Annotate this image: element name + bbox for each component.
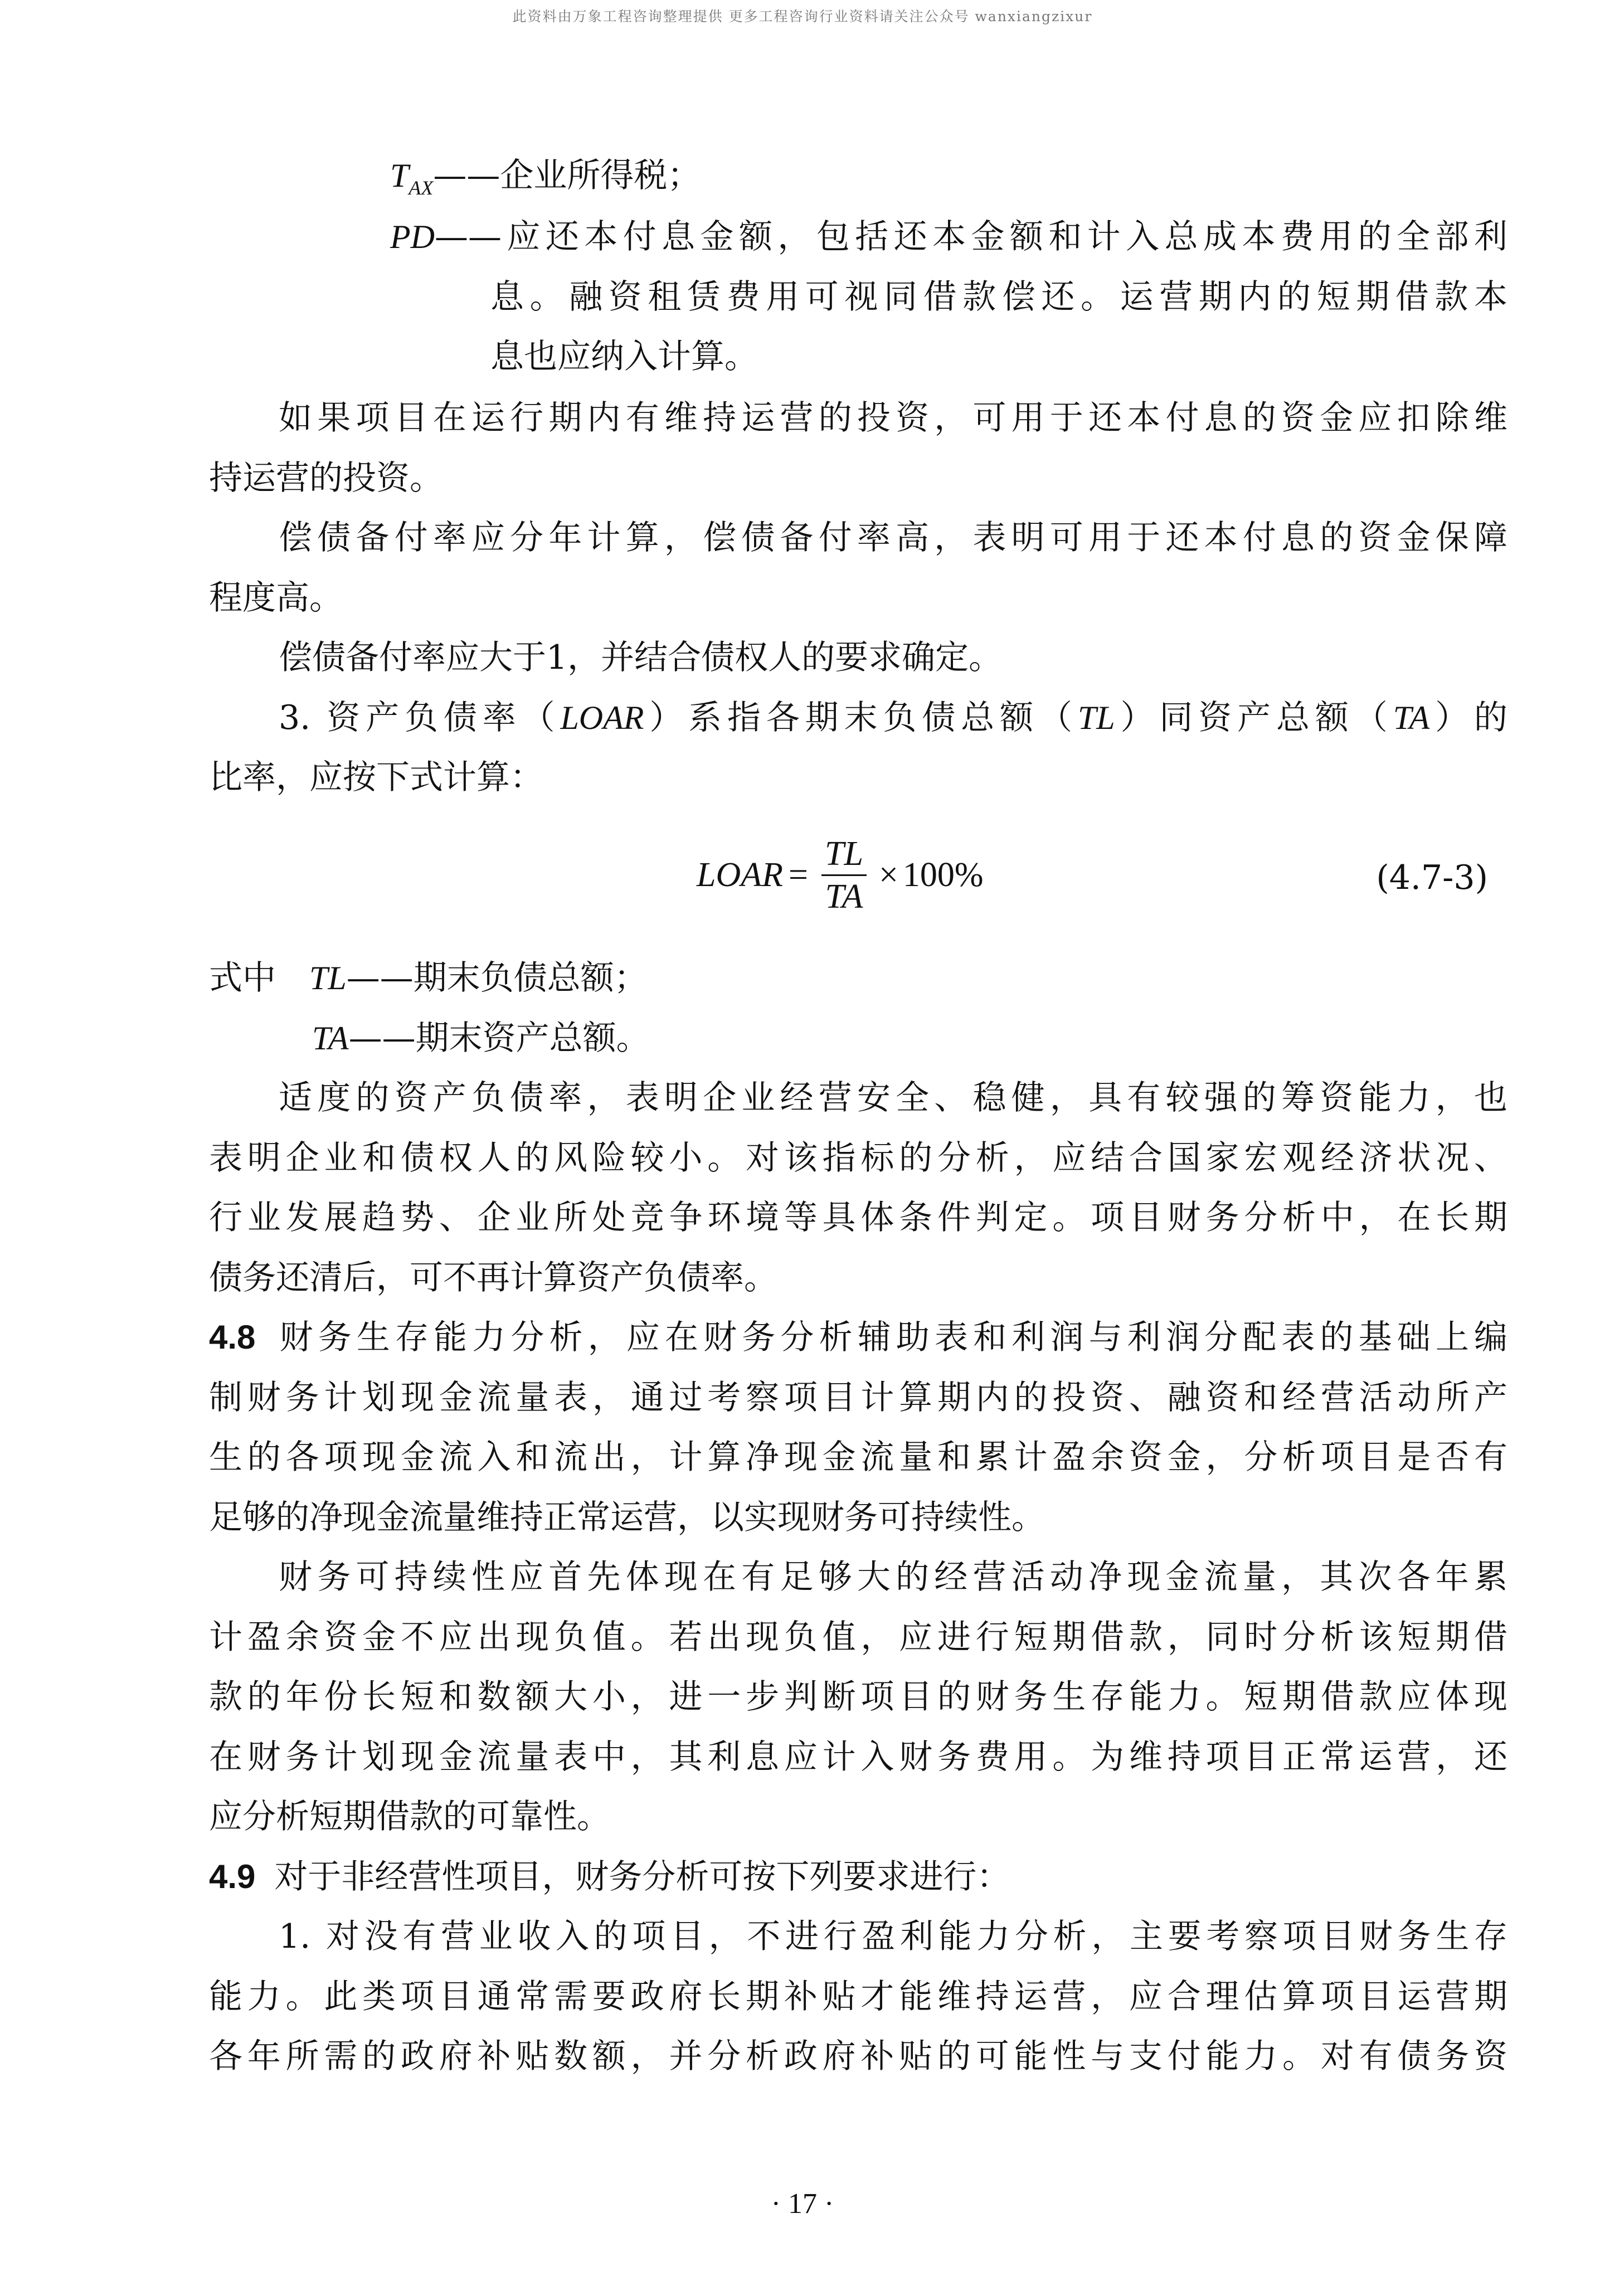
- section-4-9-text-1: 对于非经营性项目，财务分析可按下列要求进行：: [274, 1857, 1010, 1896]
- para-6-line-4: 在财务计划现金流量表中，其利息应计入财务费用。为维持项目正常运营，还: [209, 1738, 1507, 1777]
- section-number-4-9: 4.9: [209, 1858, 256, 1895]
- def-pd-line-1: [390, 215, 1507, 259]
- def-ta-symbol: TA: [312, 1020, 349, 1057]
- para-4-text-a: 3. 资产负债率（: [279, 698, 561, 737]
- def-pd-line-2: 息。融资租赁费用可视同借款偿还。运营期内的短期借款本: [490, 278, 1507, 317]
- def-tax: [390, 153, 701, 210]
- para-4-text-c: ）同资产总额（: [1115, 698, 1393, 737]
- para-7-line-2: 能力。此类项目通常需要政府长期补贴才能维持运营，应合理估算项目运营期: [209, 1977, 1507, 2016]
- ta-symbol: TA: [1393, 699, 1430, 736]
- para-4-text-d: ）的: [1429, 698, 1508, 737]
- tax-description: ——企业所得税；: [433, 156, 701, 195]
- section-4-8-line-2: 制财务计划现金流量表，通过考察项目计算期内的投资、融资和经营活动所产: [209, 1378, 1507, 1417]
- tl-symbol: TL: [1077, 699, 1115, 736]
- para-2-line-1: 偿债备付率应分年计算，偿债备付率高，表明可用于还本付息的资金保障: [279, 518, 1507, 557]
- formula-equals: =: [789, 855, 808, 894]
- defs-label: 式中: [209, 959, 276, 998]
- def-ta: [312, 1016, 1605, 1061]
- para-6-line-2: 计盈余资金不应出现负值。若出现负值，应进行短期借款，同时分析该短期借: [209, 1618, 1507, 1657]
- para-4-line-1: [279, 695, 1507, 740]
- tax-symbol: T: [390, 157, 409, 194]
- formula-fraction: [821, 834, 867, 916]
- pd-description-1: ——应还本付息金额，包括还本金额和计入总成本费用的全部利: [434, 217, 1507, 256]
- section-4-8-line-1: [209, 1315, 1507, 1360]
- def-pd-line-3: 息也应纳入计算。: [490, 337, 758, 376]
- para-6-line-3: 款的年份长短和数额大小，进一步判断项目的财务生存能力。短期借款应体现: [209, 1677, 1507, 1716]
- para-6-line-1: 财务可持续性应首先体现在有足够大的经营活动净现金流量，其次各年累: [279, 1558, 1507, 1597]
- para-2-line-2: 程度高。: [209, 578, 343, 617]
- para-5-line-3: 行业发展趋势、企业所处竞争环境等具体条件判定。项目财务分析中，在长期: [209, 1198, 1507, 1237]
- section-4-8-line-4: 足够的净现金流量维持正常运营，以实现财务可持续性。: [209, 1498, 1045, 1537]
- para-5-line-2: 表明企业和债权人的风险较小。对该指标的分析，应结合国家宏观经济状况、: [209, 1139, 1507, 1178]
- formula-numerator: TL: [821, 834, 867, 876]
- def-ta-description: ——期末资产总额。: [348, 1019, 650, 1058]
- section-4-9-line-1: [209, 1855, 1507, 1899]
- para-3: 偿债备付率应大于1，并结合债权人的要求确定。: [279, 638, 1003, 677]
- formula-percent: 100%: [902, 855, 984, 894]
- page-number: · 17 ·: [771, 2188, 834, 2220]
- equation-number: (4.7-3): [1376, 858, 1488, 897]
- section-number-4-8: 4.8: [209, 1319, 256, 1356]
- loar-symbol: LOAR: [560, 699, 644, 736]
- para-7-line-3: 各年所需的政府补贴数额，并分析政府补贴的可能性与支付能力。对有债务资: [209, 2037, 1507, 2076]
- def-tl-description: ——期末负债总额；: [346, 959, 648, 998]
- para-6-line-5: 应分析短期借款的可靠性。: [209, 1797, 610, 1836]
- para-5-line-4: 债务还清后，可不再计算资产负债率。: [209, 1258, 777, 1297]
- formula-loar: [697, 828, 984, 922]
- section-4-8-text-1: 财务生存能力分析，应在财务分析辅助表和利润与利润分配表的基础上编: [274, 1318, 1507, 1357]
- def-tl: [209, 956, 1507, 1000]
- tax-subscript: AX: [408, 177, 434, 199]
- para-1-line-1: 如果项目在运行期内有维持运营的投资，可用于还本付息的资金应扣除维: [279, 398, 1507, 437]
- section-4-8-line-3: 生的各项现金流入和流出，计算净现金流量和累计盈余资金，分析项目是否有: [209, 1438, 1507, 1477]
- watermark-text: 此资料由万象工程咨询整理提供 更多工程咨询行业资料请关注公众号 wanxiangzixur: [512, 8, 1093, 25]
- para-4-text-b: ）系指各期末负债总额（: [644, 698, 1078, 737]
- para-4-line-2: 比率，应按下式计算：: [209, 758, 543, 797]
- pd-symbol: PD: [390, 218, 435, 255]
- para-7-line-1: 1. 对没有营业收入的项目，不进行盈利能力分析，主要考察项目财务生存: [279, 1917, 1507, 1956]
- para-1-line-2: 持运营的投资。: [209, 459, 443, 498]
- formula-lhs: LOAR: [697, 855, 783, 894]
- def-tl-symbol: TL: [309, 960, 347, 996]
- para-5-line-1: 适度的资产负债率，表明企业经营安全、稳健，具有较强的筹资能力，也: [279, 1078, 1507, 1117]
- formula-denominator: TA: [825, 877, 863, 916]
- formula-times: ×: [878, 855, 898, 894]
